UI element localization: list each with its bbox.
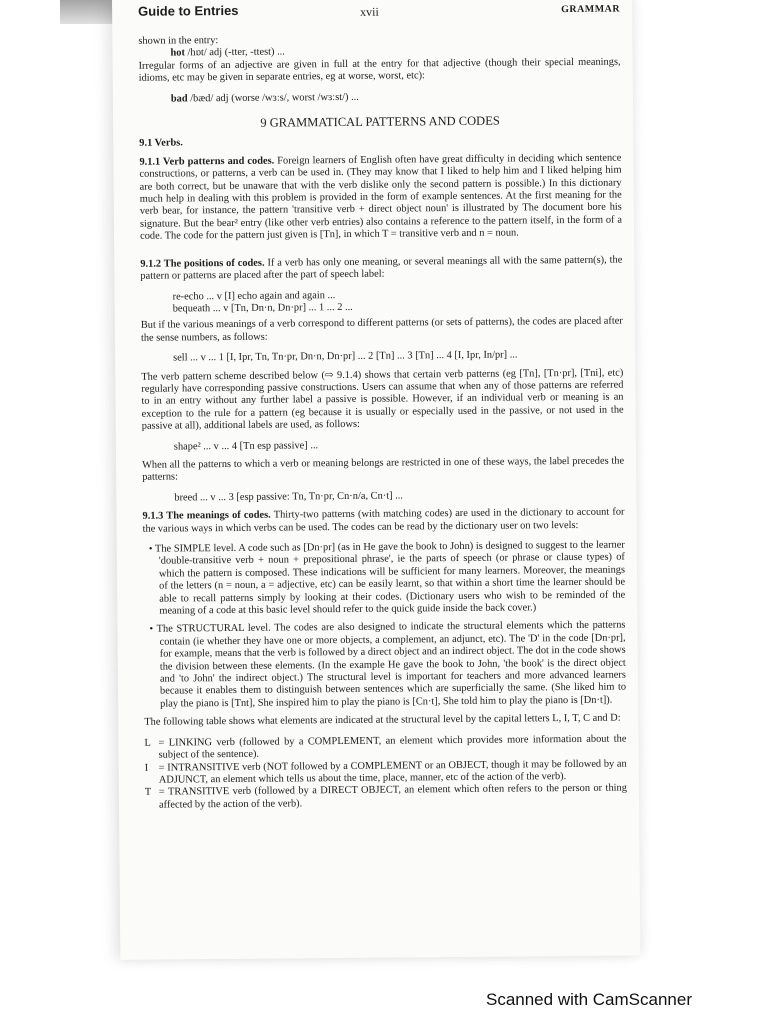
definition-letter: L <box>144 737 151 749</box>
example-bequeath: bequeath ... v [Tn, Dn·n, Dn·pr] ... 1 ... 2 ... <box>172 301 353 315</box>
bullet-text: The SIMPLE level. A code such as [Dn·pr] (as in He gave the book to John) is designed to suggest to the learner 'double-transitive verb + noun + prepositional phrase', ie the parts of speech (or phrase or clause types) of which the pattern is composed. These indications will be sufficient for many learners. Moreover, the meanings of the letters (n = noun, a = adjective, etc) can be easily learnt, so that within a short time the learner should be able to recall patterns simply by looking at their codes. (Dictionary users who wish to be reminded of the meaning of a code at this basic level should refer to the quick guide inside the back cover.) <box>154 539 626 617</box>
definition-letter: I <box>144 762 149 774</box>
paragraph-label-precedes: When all the patterns to which a verb or meaning belongs are restricted in one of these ways, the label precedes the patterns: <box>142 455 625 484</box>
headword: hot <box>170 47 185 59</box>
subsection-9-1: 9.1 Verbs. <box>139 137 183 150</box>
camscanner-watermark: Scanned with CamScanner <box>485 990 692 1009</box>
section-title: 9 GRAMMATICAL PATTERNS AND CODES <box>260 113 500 130</box>
paragraph-passive: The verb pattern scheme described below (⇨ 9.1.4) shows that certain verb patterns (eg [Tn], [Tn·pr], [Tni], etc) regularly have corresponding passive constructions. Users can assume that when any of those patterns are referred to in an entry without any further label a passive is possible. However, if an individual verb or meaning is an exception to the rule for a pattern (eg because it is usually or especially used in the passive, or not used in the passive at all), additional labels are used, as follows: <box>141 367 624 432</box>
header-left: Guide to Entries <box>138 2 239 19</box>
definition-text: = INTRANSITIVE verb (NOT followed by a COMPLEMENT or an OBJECT, though it may be followed by an ADJUNCT, an element which tells us about the time, place, manner, etc of the action of the verb). <box>158 758 627 786</box>
text-9-1-1: Foreign learners of English often have great difficulty in deciding which sentence constructions, or patterns, a verb can be used in. (They may know that I liked to help him and I liked helping him are both correct, but be unaware that with the verb dislike only the second pattern is possible.) In this dictionary much help in dealing with this problem is provided in the form of example sentences. At the first meaning for the verb bear, for instance, the pattern 'transitive verb + direct object noun' is illustrated by The document bore his signature. But the bear² entry (like other verb entries) also contains a reference to the pattern itself, in the form of a code. The code for the pattern just given is [Tn], in which T = transitive verb and n = noun. <box>139 152 622 243</box>
page-content <box>138 2 627 812</box>
example-rest: /hɒt/ adj (-tter, -ttest) ... <box>184 46 285 59</box>
paragraph-9-1-2 <box>140 254 622 283</box>
bullet-simple-level: • The SIMPLE level. A code such as [Dn·pr] (as in He gave the book to John) is designed to suggest to the learner 'double-transitive verb + noun + prepositional phrase', ie the parts of speech (or phrase or clause types) of which the pattern is composed. These indications will be sufficient for many learners. Moreover, the meanings of the letters (n = noun, a = adjective, etc) can be easily learnt, so that within a short time the learner should be able to recall patterns simply by looking at their codes. (Dictionary users who wish to be reminded of the meaning of a code at this basic level should refer to the quick guide inside the back cover.) <box>148 539 626 617</box>
scanned-page <box>112 0 640 960</box>
example-bad <box>139 89 621 106</box>
example-sell: sell ... v ... 1 [I, Ipr, Tn, Tn·pr, Dn·n, Dn·pr] ... 2 [Tn] ... 3 [Tn] ... 4 [I, Ipr, In/pr] ... <box>173 349 518 364</box>
text-9-1-2: If a verb has only one meaning, or several meanings all with the same pattern(s), the pattern or patterns are placed after the part of speech label: <box>140 254 623 282</box>
text-9-1-3: Thirty-two patterns (with matching codes) are used in the dictionary to account for the various ways in which verbs can be used. The codes can be read by the dictionary user on two levels: <box>142 506 625 535</box>
bullet-text: The STRUCTURAL level. The codes are also designed to indicate the structural elements which the patterns contain (ie whether they have one or more objects, a complement, an adjunct, etc). The 'D' in the code [Dn·pr], for example, means that the verb is followed by a direct object and an indirect object. The dot in the code shows the division between these elements. (In the example He gave the book to John, 'the book' is the direct object and 'to John' the indirect object.) The structural level is important for teachers and more advanced learners because it enables them to distinguish between sentences which are superficially the same. (She liked him to play the piano is [Tnt], She inspired him to play the piano is [Cn·t], She told him to play the piano is [Dn·t]). <box>156 619 627 710</box>
page-edge-shadow <box>60 0 116 24</box>
example-re-echo: re-echo ... v [I] echo again and again ... <box>172 289 336 302</box>
example-breed: breed ... v ... 3 [esp passive: Tn, Tn·pr, Cn·n/a, Cn·t] ... <box>174 490 404 504</box>
paragraph-9-1-1 <box>139 152 622 243</box>
heading-9-1-3: 9.1.3 The meanings of codes. <box>142 509 271 522</box>
definition-text: = LINKING verb (followed by a COMPLEMENT, an element which provides more information about the subject of the sentence). <box>158 733 627 761</box>
heading-9-1-2: 9.1.2 The positions of codes. <box>140 257 265 270</box>
intro-line: shown in the entry: <box>138 35 219 47</box>
heading-9-1-1: 9.1.1 Verb patterns and codes. <box>139 155 275 168</box>
example-shape: shape² ... v ... 4 [Tn esp passive] ... <box>173 439 319 453</box>
header-right: GRAMMAR <box>561 3 621 16</box>
definition-row <box>145 783 627 812</box>
running-header <box>138 2 620 36</box>
definition-list <box>144 733 627 812</box>
paragraph-9-1-3 <box>142 507 624 536</box>
definition-text: = TRANSITIVE verb (followed by a DIRECT OBJECT, an element which often refers to the person or thing affected by the action of the verb). <box>158 782 627 811</box>
example-rest: /bæd/ adj (worse /wɜːs/, worst /wɜːst/) ... <box>187 91 359 104</box>
definition-letter: T <box>144 787 152 799</box>
bullet-structural-level: • The STRUCTURAL level. The codes are also designed to indicate the structural elements which the patterns contain (ie whether they have one or more objects, a complement, an adjunct, etc). The 'D' in the code [Dn·pr], for example, means that the verb is followed by a direct object and an indirect object. The dot in the code shows the division between these elements. (In the example He gave the book to John, 'the book' is the direct object and 'to John' the indirect object.) The structural level is important for teachers and more advanced learners because it enables them to distinguish between sentences which are superficially the same. (She liked him to play the piano is [Tnt], She inspired him to play the piano is [Cn·t], She told him to play the piano is [Dn·t]). <box>149 619 627 710</box>
page-number: xvii <box>360 4 379 19</box>
headword: bad <box>170 92 188 105</box>
paragraph-table-intro: The following table shows what elements are indicated at the structural level by the capital letters L, I, T, C and D: <box>144 712 621 729</box>
intro-paragraph: Irregular forms of an adjective are given in full at the entry for that adjective (though their special meanings, idioms, etc may be given in separate entries, eg at worse, worst, etc): <box>138 56 621 84</box>
paragraph-sense-codes: But if the various meanings of a verb correspond to different patterns (or sets of patterns), the codes are placed after the sense numbers, as follows: <box>140 315 623 344</box>
